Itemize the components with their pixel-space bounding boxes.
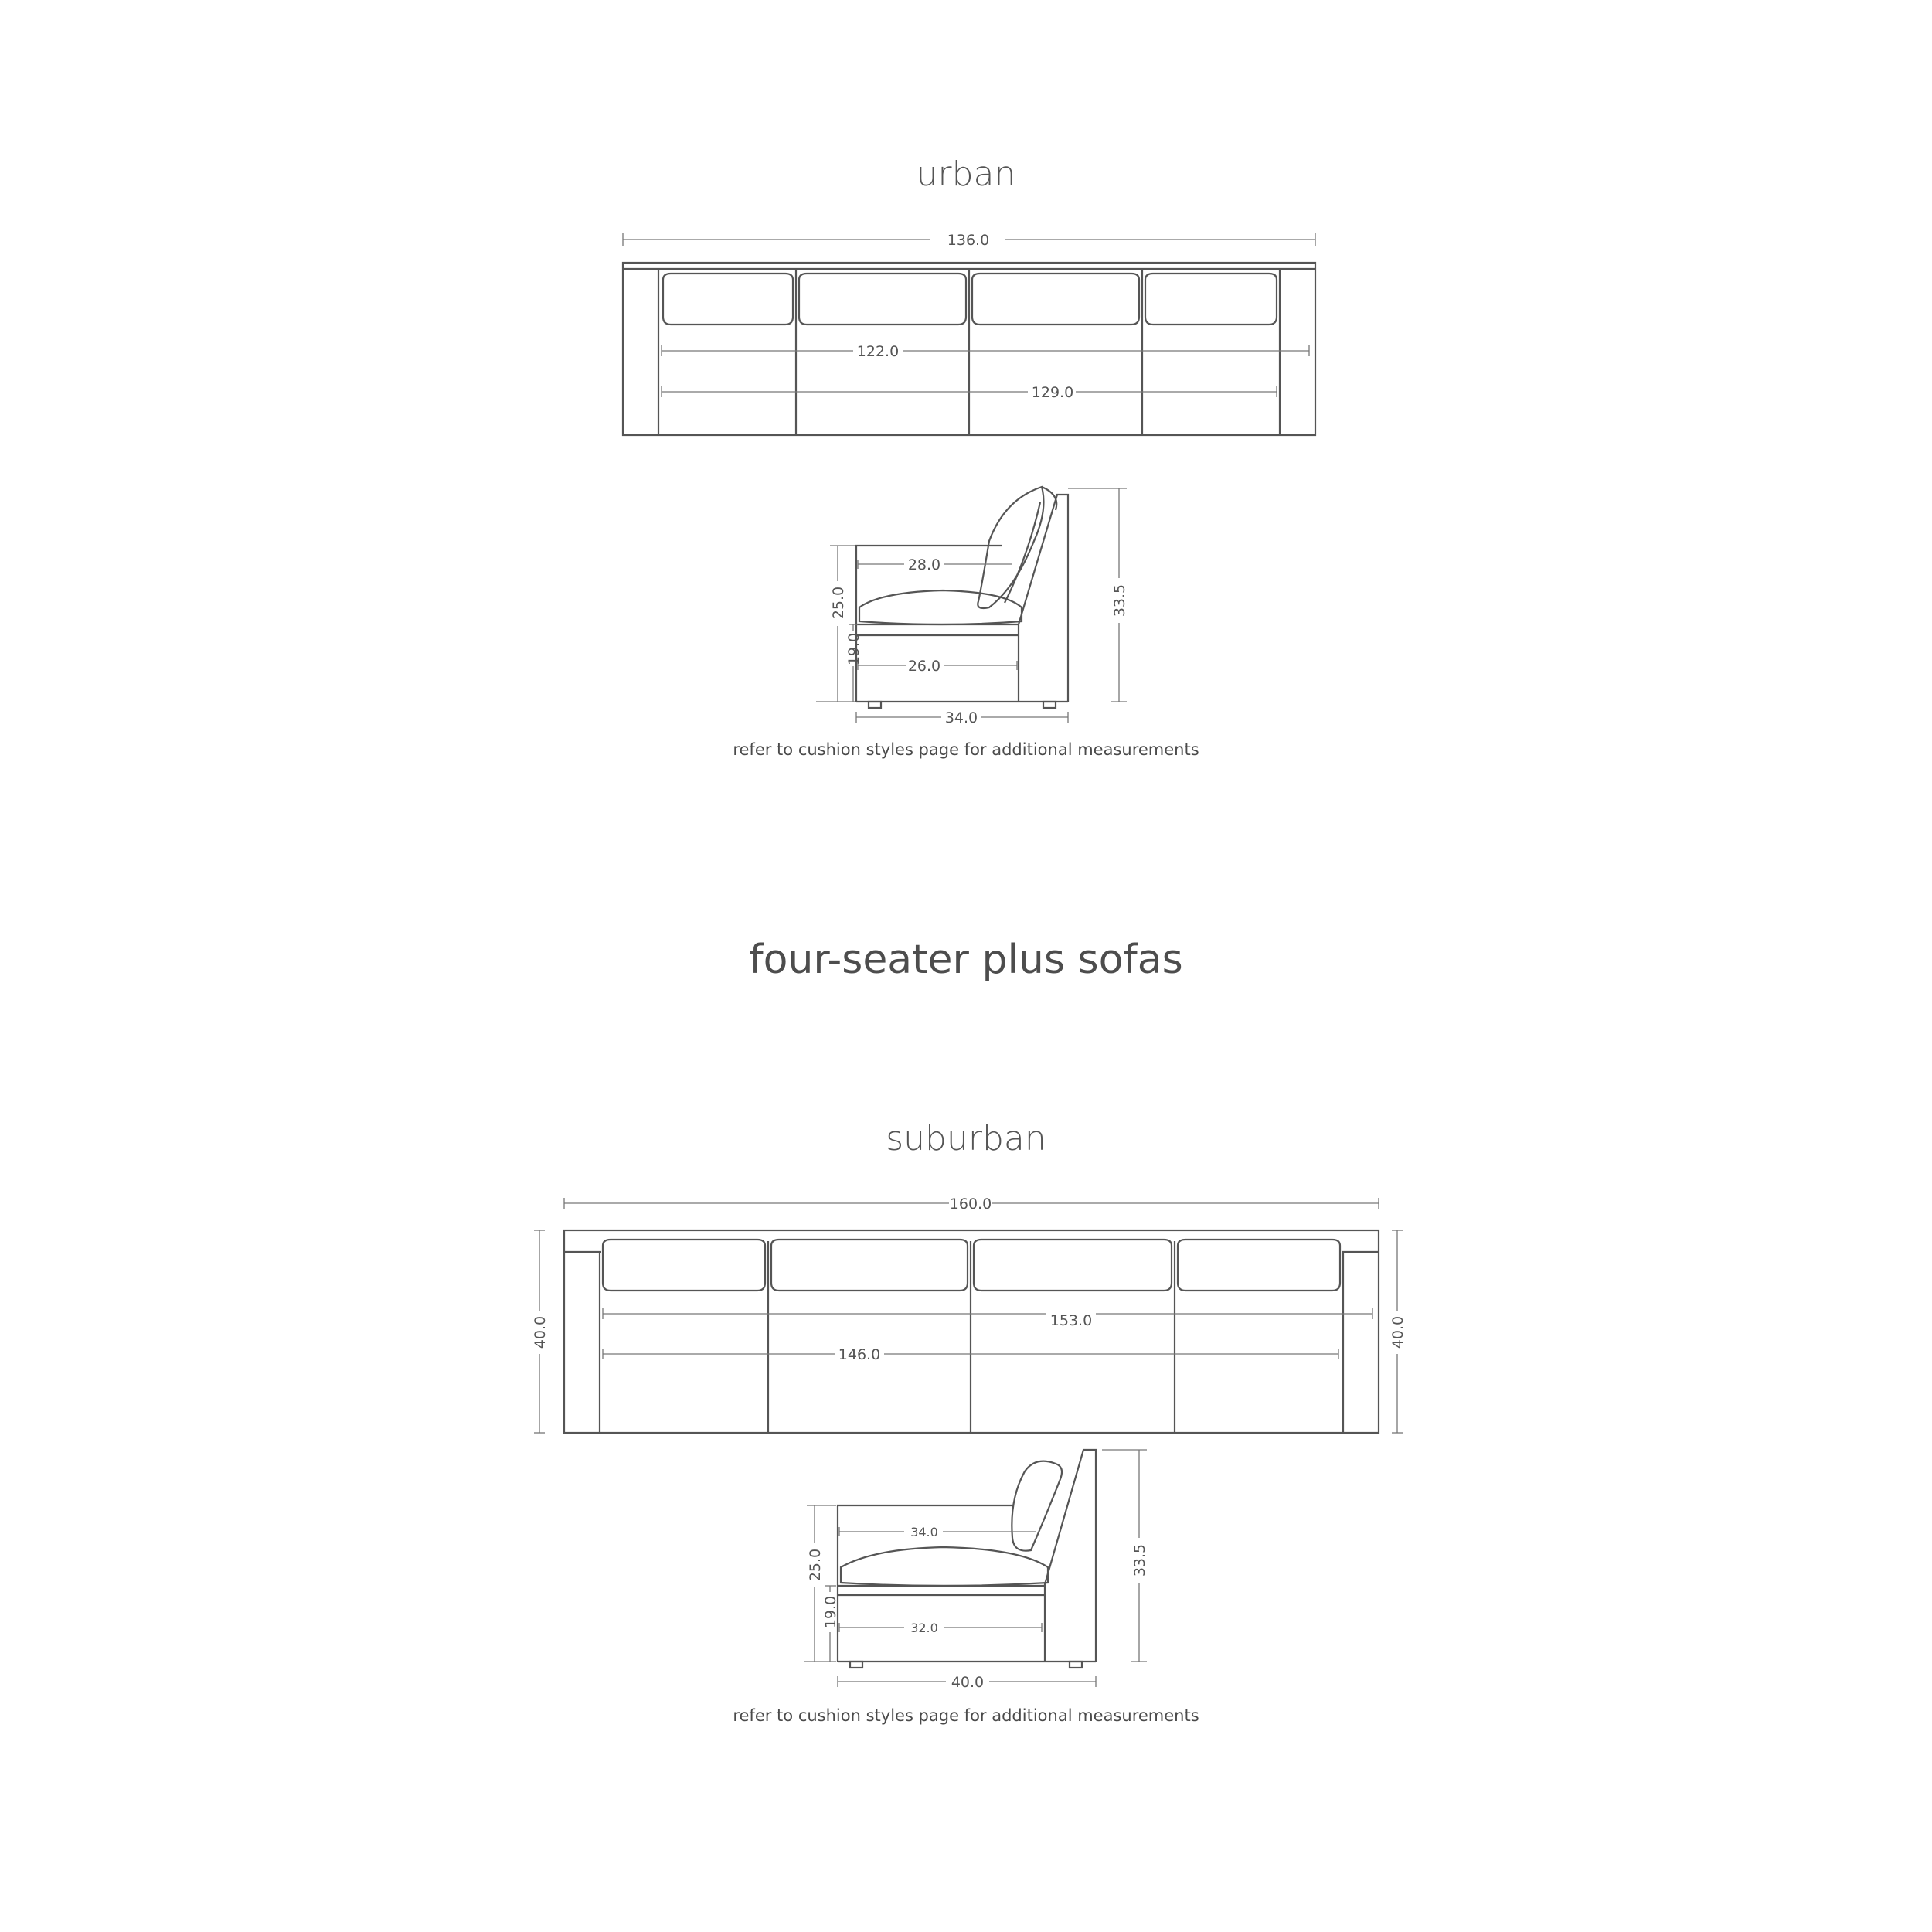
urban-back-cushion-2 xyxy=(799,274,966,325)
urban-arm-height-label: 25.0 xyxy=(830,586,847,620)
suburban-back-cushion-3 xyxy=(974,1240,1172,1291)
urban-overall-width-dimension xyxy=(623,232,1315,249)
suburban-back-height-label: 33.5 xyxy=(1131,1543,1148,1577)
urban-back-height-dimension xyxy=(1068,488,1128,702)
suburban-inner-width-a-dimension xyxy=(603,1306,1372,1329)
urban-inner-width-a-dimension xyxy=(662,343,1309,360)
suburban-left-depth-dimension xyxy=(532,1230,549,1433)
urban-depth-dimension xyxy=(856,709,1068,726)
urban-top-view xyxy=(623,232,1315,435)
suburban-inner-width-a-label: 153.0 xyxy=(1049,1312,1093,1329)
urban-seat-height-label: 19.0 xyxy=(845,632,862,666)
suburban-top-view xyxy=(532,1196,1406,1433)
suburban-seat-depth-dimension xyxy=(839,1525,1036,1539)
urban-inner-width-b-label: 129.0 xyxy=(1031,384,1074,401)
suburban-overall-width-dimension xyxy=(564,1196,1379,1213)
urban-seat-height-dimension xyxy=(845,624,862,702)
urban-back-foot xyxy=(1043,702,1056,708)
urban-back-cushion-4 xyxy=(1145,274,1277,325)
suburban-depth-dimension xyxy=(838,1674,1096,1691)
suburban-seat-height-dimension xyxy=(822,1586,839,1662)
suburban-seat-height-label: 19.0 xyxy=(822,1595,839,1629)
suburban-seat-inner-label: 32.0 xyxy=(910,1621,938,1635)
urban-arm-height-dimension xyxy=(816,546,855,702)
suburban-back-cushion-4 xyxy=(1178,1240,1340,1291)
urban-overall-width-label: 136.0 xyxy=(947,232,990,249)
suburban-seat-depth-label: 34.0 xyxy=(910,1525,938,1539)
suburban-back-cushion-2 xyxy=(771,1240,968,1291)
urban-side-view xyxy=(816,487,1128,726)
urban-back-height-label: 33.5 xyxy=(1111,583,1128,617)
urban-back-cushion-1 xyxy=(663,274,793,325)
suburban-title: suburban xyxy=(886,1119,1046,1158)
urban-depth-label: 34.0 xyxy=(944,709,978,726)
urban-seat-cushion xyxy=(859,590,1022,624)
urban-note: refer to cushion styles page for additional measurements xyxy=(733,740,1199,759)
urban-title: urban xyxy=(916,155,1016,194)
urban-side-back xyxy=(1019,495,1068,702)
suburban-side-view xyxy=(804,1450,1148,1691)
section-title: four-seater plus sofas xyxy=(749,937,1183,983)
suburban-back-height-dimension xyxy=(1102,1450,1148,1662)
urban-seat-inner-dimension xyxy=(858,658,1017,675)
suburban-depth-label: 40.0 xyxy=(951,1674,985,1691)
suburban-right-depth-dimension xyxy=(1389,1230,1406,1433)
suburban-seat-cushion xyxy=(841,1547,1048,1586)
suburban-inner-width-b-label: 146.0 xyxy=(838,1346,881,1363)
urban-back-cushion-3 xyxy=(972,274,1139,325)
urban-seat-depth-dimension xyxy=(858,556,1012,573)
suburban-right-depth-label: 40.0 xyxy=(1389,1315,1406,1349)
suburban-back-pillow xyxy=(1012,1461,1062,1551)
suburban-back-foot xyxy=(1070,1662,1082,1668)
suburban-arm-height-label: 25.0 xyxy=(807,1548,824,1582)
suburban-left-depth-label: 40.0 xyxy=(532,1315,549,1349)
urban-seat-depth-label: 28.0 xyxy=(907,556,941,573)
suburban-seat-inner-dimension xyxy=(839,1621,1042,1635)
suburban-overall-width-label: 160.0 xyxy=(949,1196,992,1213)
suburban-side-back xyxy=(1045,1450,1096,1662)
urban-inner-width-a-label: 122.0 xyxy=(856,343,900,360)
suburban-arm-height-dimension xyxy=(804,1505,836,1662)
urban-front-foot xyxy=(869,702,881,708)
suburban-note: refer to cushion styles page for additional measurements xyxy=(733,1706,1199,1725)
suburban-back-cushion-1 xyxy=(603,1240,765,1291)
urban-seat-inner-label: 26.0 xyxy=(907,658,941,675)
suburban-front-foot xyxy=(850,1662,862,1668)
